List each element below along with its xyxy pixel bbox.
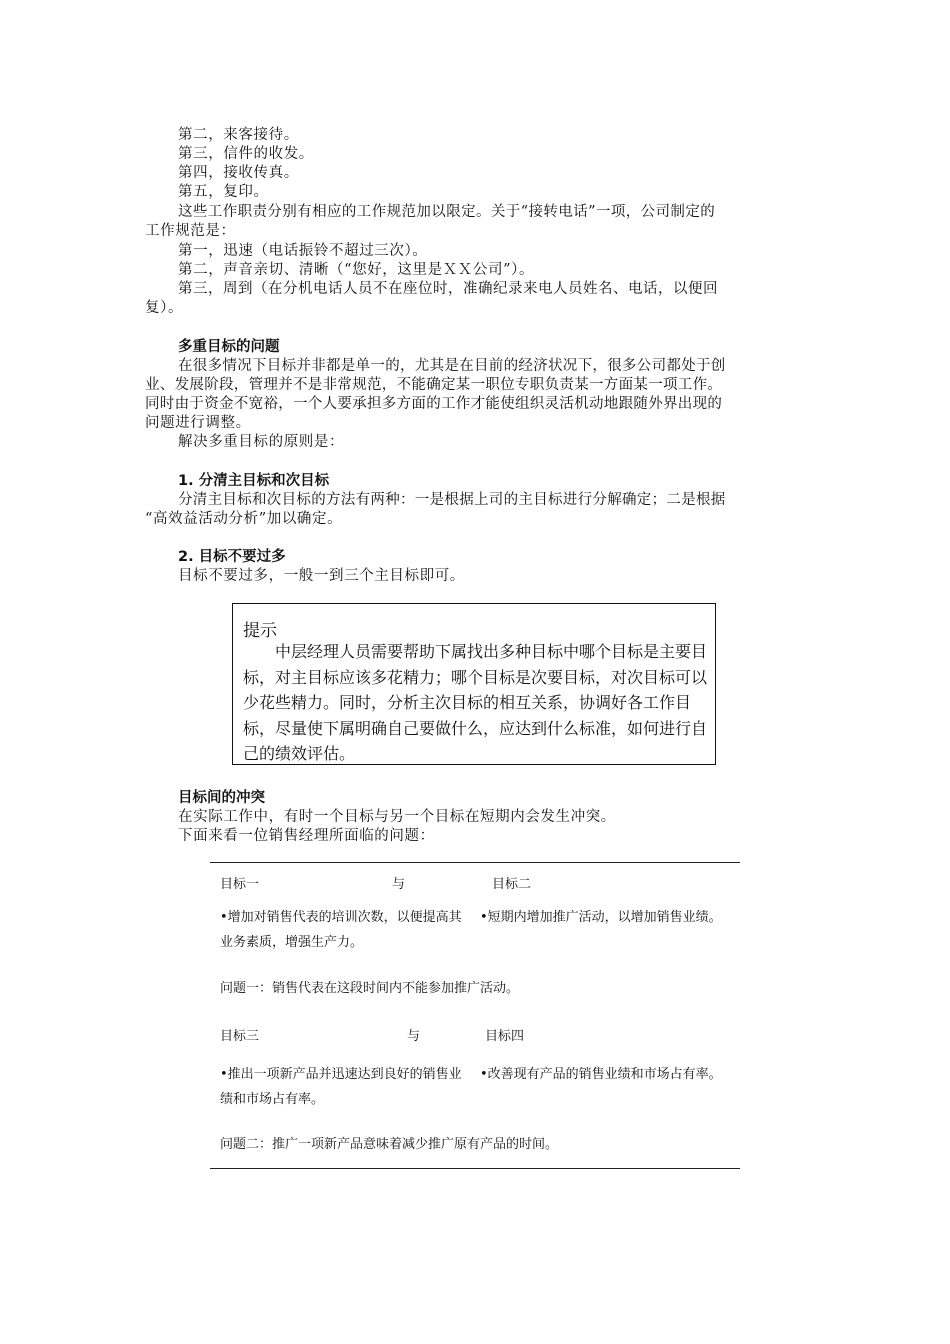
paragraph-line: “高效益活动分析”加以确定。 [145,511,343,527]
duty-line: 第二，来客接待。 [178,127,299,143]
goal-description: •增加对销售代表的培训次数，以便提高其业务素质，增强生产力。 [220,910,462,950]
goal-label: 目标一 [220,877,260,892]
subsection-heading: 1. 分清主目标和次目标 [178,473,330,489]
goal-description: •改善现有产品的销售业绩和市场占有率。 [480,1067,722,1082]
paragraph-line: 目标不要过多，一般一到三个主目标即可。 [178,568,465,584]
paragraph-line: 业、发展阶段，管理并不是非常规范，不能确定某一职位专职负责某一方面某一项工作。 [145,377,723,393]
versus-label: 与 [392,877,406,892]
duty-line: 第五，复印。 [178,184,269,200]
duty-line: 第四，接收传真。 [178,165,299,181]
section-heading: 多重目标的问题 [178,339,280,355]
paragraph-line: 在很多情况下目标并非都是单一的，尤其是在目前的经济状况下，很多公司都处于创 [178,358,726,374]
paragraph-line: 下面来看一位销售经理所面临的问题： [178,828,435,844]
rule-line: 复）。 [145,300,184,316]
section-heading: 目标间的冲突 [178,790,265,806]
problem-statement: 问题一：销售代表在这段时间内不能参加推广活动。 [220,981,520,996]
tip-body: 中层经理人员需要帮助下属找出多种目标中哪个目标是主要目标，对主目标应该多花精力；哪个目标是次要目标，对次目标可以少花些精力。同时，分析主次目标的相互关系，协调好各工作目标，尽量使下属明确自己要做什么，应达到什么标准，如何进行自己的绩效评估。 [243,642,708,763]
paragraph-line: 在实际工作中，有时一个目标与另一个目标在短期内会发生冲突。 [178,809,616,825]
rule-line: 第二，声音亲切、清晰（“您好，这里是ＸＸ公司”）。 [178,262,535,278]
duty-line: 第三，信件的收发。 [178,146,314,162]
paragraph-line: 问题进行调整。 [145,415,251,431]
paragraph-line: 解决多重目标的原则是： [178,434,345,450]
goal-label: 目标二 [492,877,532,892]
subsection-heading: 2. 目标不要过多 [178,549,286,565]
versus-label: 与 [407,1029,421,1044]
goal-label: 目标三 [220,1029,260,1044]
tip-title: 提示 [243,621,277,641]
goal-description: •推出一项新产品并迅速达到良好的销售业绩和市场占有率。 [220,1067,462,1107]
paragraph-line: 分清主目标和次目标的方法有两种：一是根据上司的主目标进行分解确定；二是根据 [178,492,726,508]
table-top-rule [210,862,740,863]
tip-box [232,603,716,765]
rules-intro-line: 工作规范是： [145,223,236,239]
table-bottom-rule [210,1168,740,1169]
rules-intro-line: 这些工作职责分别有相应的工作规范加以限定。关于“接转电话”一项，公司制定的 [178,204,716,220]
goal-label: 目标四 [485,1029,525,1044]
rule-line: 第三，周到（在分机电话人员不在座位时，准确纪录来电人员姓名、电话，以便回 [178,281,718,297]
problem-statement: 问题二：推广一项新产品意味着减少推广原有产品的时间。 [220,1137,559,1152]
goal-description: •短期内增加推广活动，以增加销售业绩。 [480,910,722,925]
paragraph-line: 同时由于资金不宽裕，一个人要承担多方面的工作才能使组织灵活机动地跟随外界出现的 [145,396,723,412]
rule-line: 第一，迅速（电话振铃不超过三次）。 [178,243,428,259]
